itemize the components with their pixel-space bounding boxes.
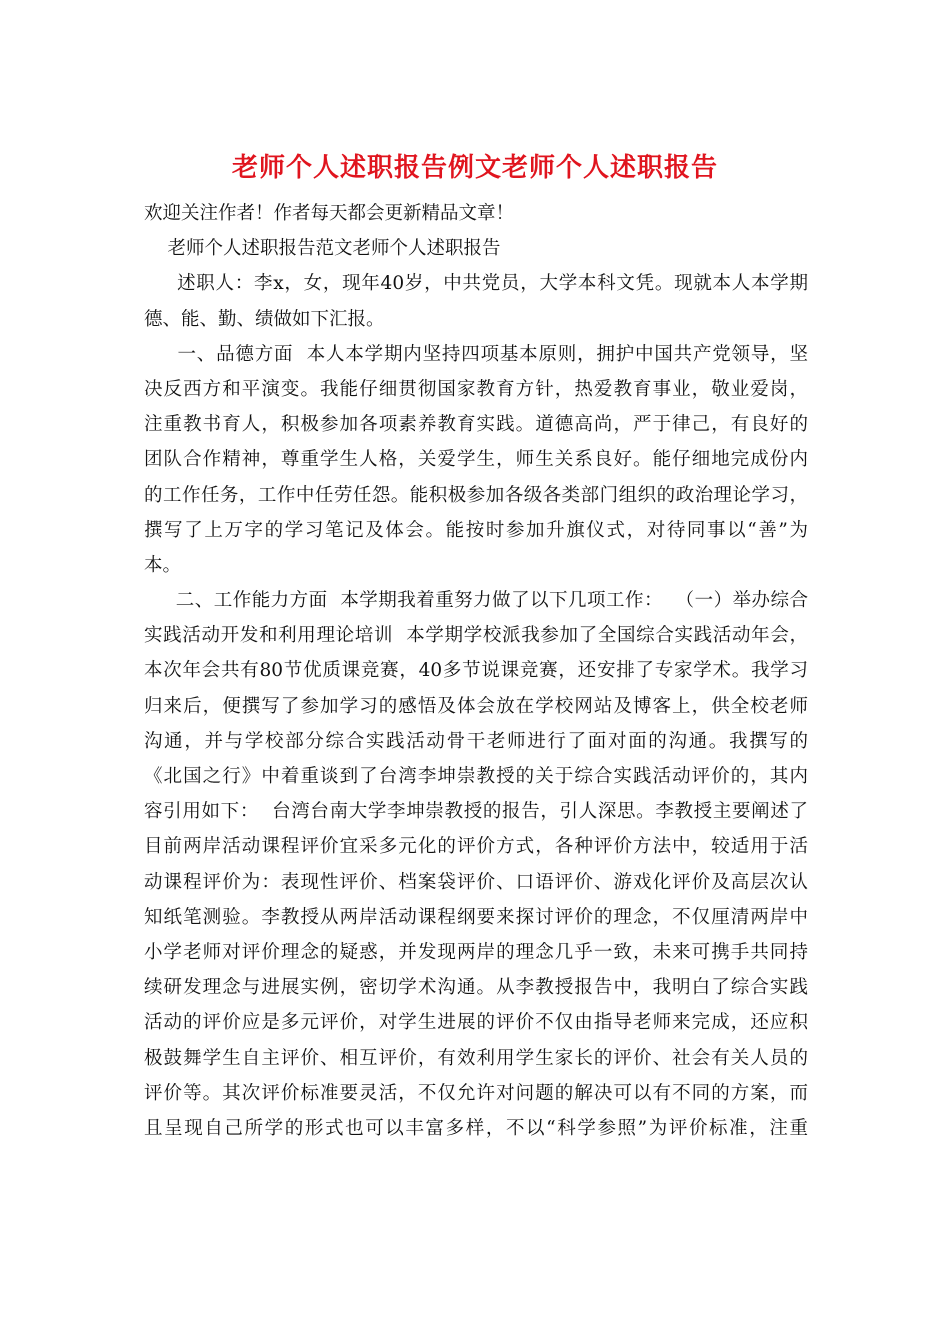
body-line: 实践活动开发和利用理论培训 本学期学校派我参加了全国综合实践活动年会， [144, 625, 808, 647]
body-line: 撰写了上万字的学习笔记及体会。能按时参加升旗仪式，对待同事以“善”为 [144, 519, 808, 541]
body-line: 注重教书育人，积极参加各项素养教育实践。道德高尚，严于律己，有良好的 [144, 414, 808, 436]
body-line: 二、工作能力方面 本学期我着重努力做了以下几项工作： （一）举办综合 [144, 590, 808, 612]
body-line: 小学老师对评价理念的疑惑，并发现两岸的理念几乎一致，未来可携手共同持 [144, 941, 808, 963]
body-line: 动课程评价为：表现性评价、档案袋评价、口语评价、游戏化评价及高层次认 [144, 871, 808, 893]
body-line: 述职人：李x，女，现年40岁，中共党员，大学本科文凭。现就本人本学期 [144, 273, 808, 295]
body-line: 的工作任务，工作中任劳任怨。能积极参加各级各类部门组织的政治理论学习， [144, 484, 808, 506]
body-line: 极鼓舞学生自主评价、相互评价，有效利用学生家长的评价、社会有关人员的 [144, 1047, 808, 1069]
body-line: 且呈现自己所学的形式也可以丰富多样，不以“科学参照”为评价标准，注重 [144, 1117, 808, 1139]
body-line: 评价等。其次评价标准要灵活，不仅允许对问题的解决可以有不同的方案，而 [144, 1082, 808, 1104]
body-line: 沟通，并与学校部分综合实践活动骨干老师进行了面对面的沟通。我撰写的 [144, 730, 808, 752]
body-line: 欢迎关注作者！作者每天都会更新精品文章！ [144, 203, 515, 224]
body-line: 续研发理念与进展实例，密切学术沟通。从李教授报告中，我明白了综合实践 [144, 977, 808, 999]
document-body [144, 196, 808, 1146]
body-line: 团队合作精神，尊重学生人格，关爱学生，师生关系良好。能仔细地完成份内 [144, 449, 808, 471]
body-line: 活动的评价应是多元评价，对学生进展的评价不仅由指导老师来完成，还应积 [144, 1012, 808, 1034]
body-line: 本次年会共有80节优质课竞赛，40多节说课竞赛，还安排了专家学术。我学习 [144, 660, 808, 682]
body-line: 目前两岸活动课程评价宜采多元化的评价方式，各种评价方法中，较适用于活 [144, 836, 808, 858]
body-line: 容引用如下： 台湾台南大学李坤崇教授的报告，引人深思。李教授主要阐述了 [144, 801, 808, 823]
body-line: 归来后，便撰写了参加学习的感悟及体会放在学校网站及博客上，供全校老师 [144, 695, 808, 717]
body-line: 知纸笔测验。李教授从两岸活动课程纲要来探讨评价的理念，不仅厘清两岸中 [144, 906, 808, 928]
body-line: 《北国之行》中着重谈到了台湾李坤崇教授的关于综合实践活动评价的，其内 [144, 766, 808, 787]
body-line: 德、能、勤、绩做如下汇报。 [144, 308, 385, 330]
body-line: 老师个人述职报告范文老师个人述职报告 [144, 238, 501, 260]
body-line: 决反西方和平演变。我能仔细贯彻国家教育方针，热爱教育事业，敬业爱岗， [144, 378, 808, 400]
body-line: 本。 [144, 554, 182, 576]
body-line: 一、品德方面 本人本学期内坚持四项基本原则，拥护中国共产党领导，坚 [144, 343, 808, 365]
document-title: 老师个人述职报告例文老师个人述职报告 [231, 153, 718, 183]
